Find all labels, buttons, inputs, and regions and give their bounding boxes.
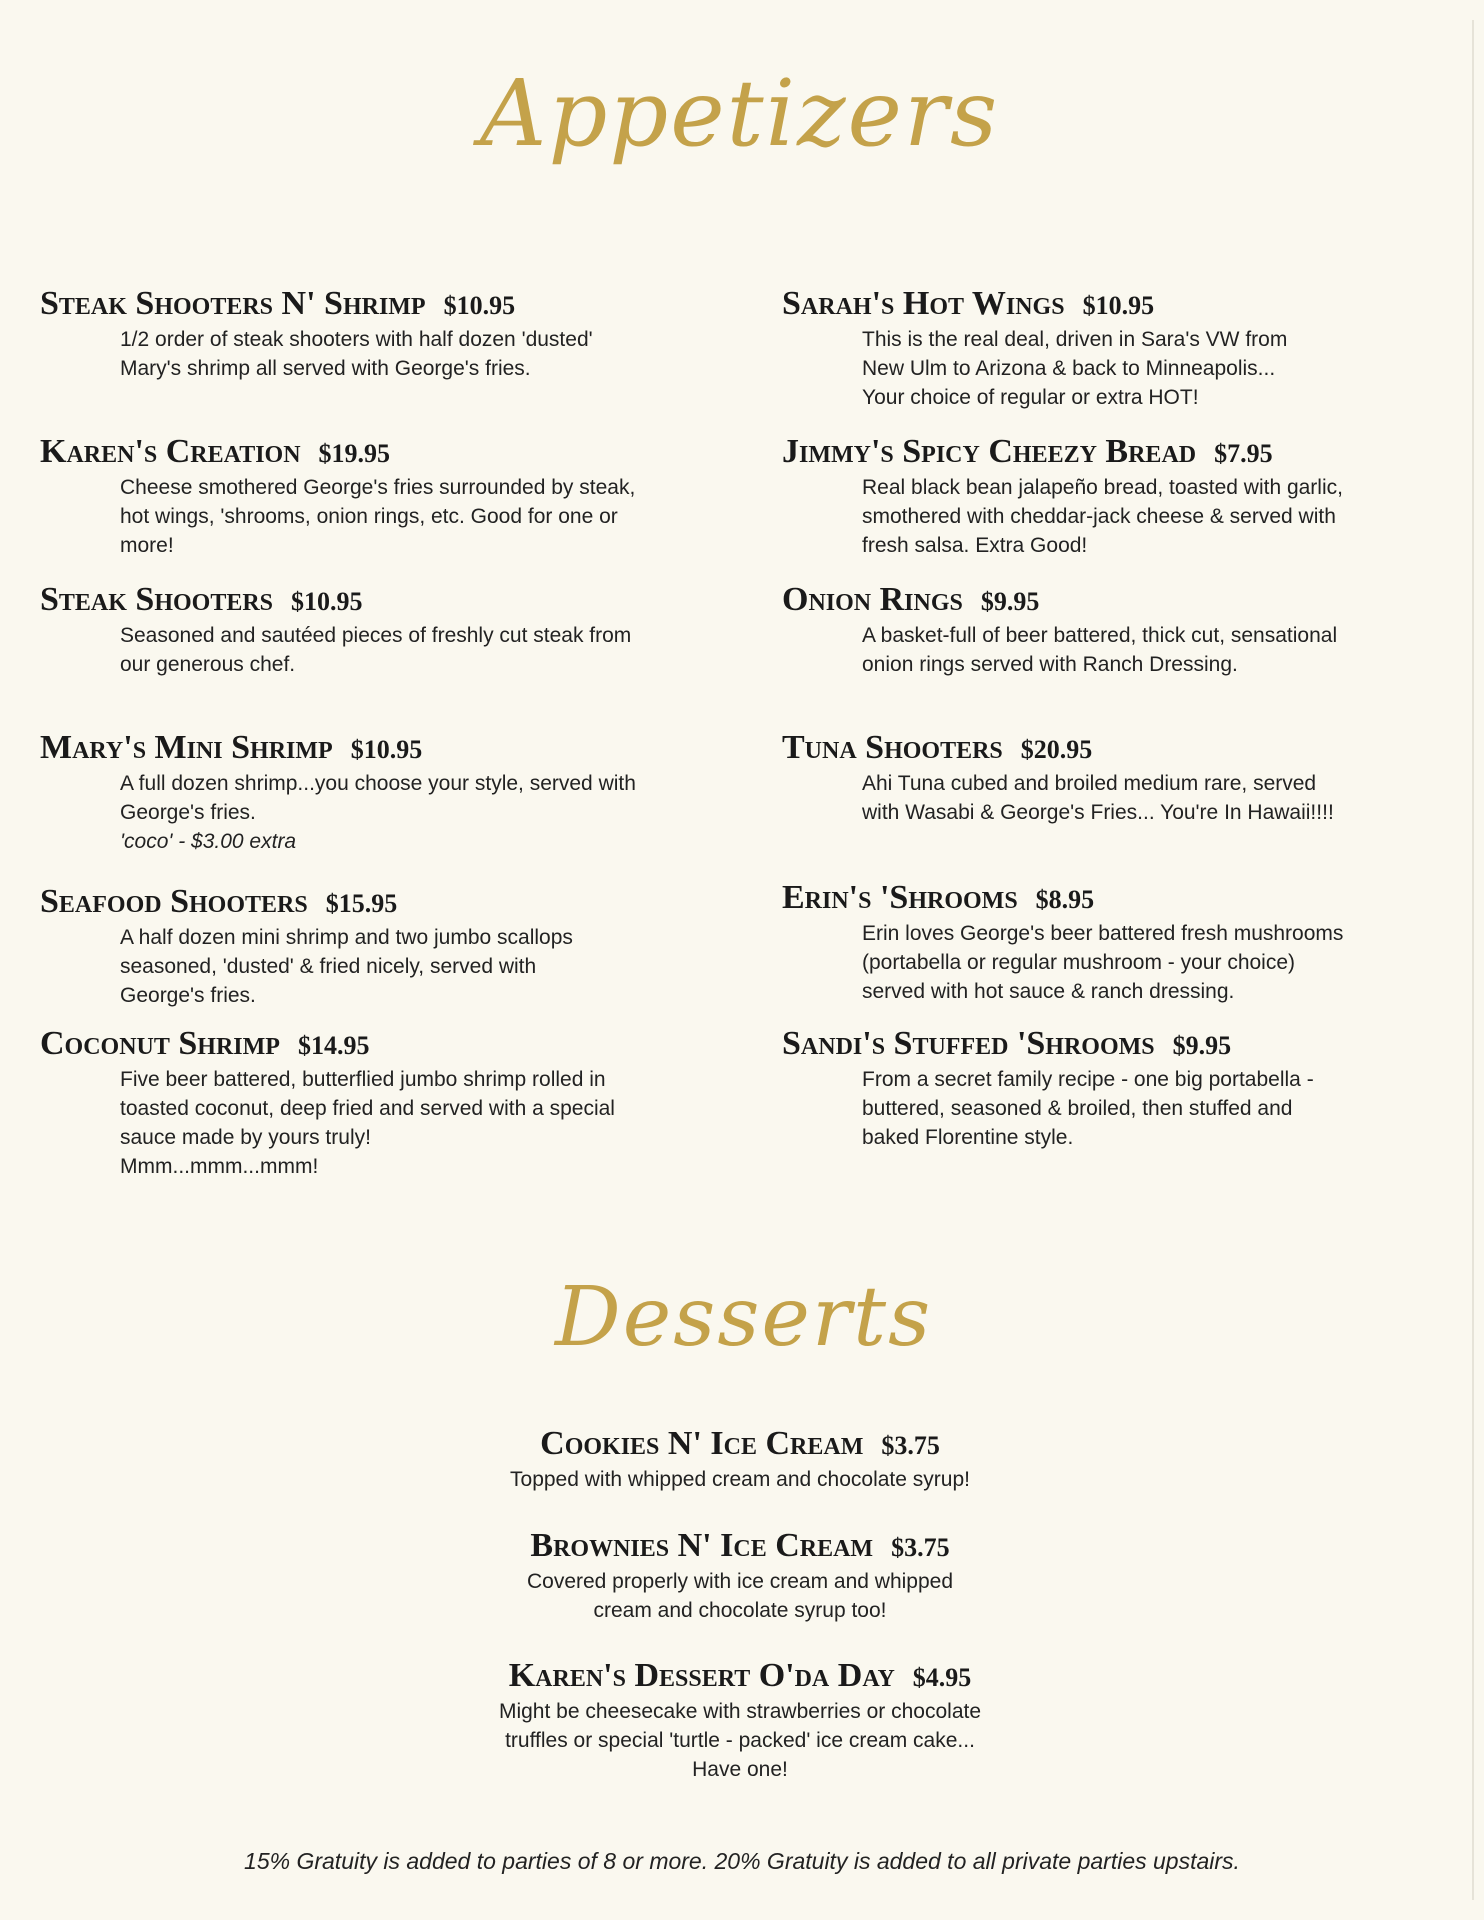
menu-item [40,1025,700,1181]
menu-item [40,581,700,679]
item-description: Cheese smothered George's fries surrounded by steak, hot wings, 'shrooms, onion rings, etc. Good for one or more! [120,476,636,557]
item-price: $3.75 [891,1533,950,1562]
item-price: $7.95 [1214,439,1273,468]
menu-item [40,883,700,1010]
item-price: $4.95 [912,1663,972,1692]
item-price: $14.95 [297,1031,370,1060]
item-name: Brownies N' Ice Cream [530,1527,874,1564]
item-name: Steak Shooters [40,581,274,618]
item-description: Erin loves George's beer battered fresh mushrooms (portabella or regular mushroom - your choice) served with hot sauce & ranch dressing. [862,922,1344,1003]
gratuity-note: 15% Gratuity is added to parties of 8 or more. 20% Gratuity is added to all private parties upstairs. [244,1848,1240,1874]
menu-item [782,433,1442,560]
item-description: Five beer battered, butterflied jumbo shrimp rolled in toasted coconut, deep fried and served with a special sauce made by yours truly! Mmm...mmm...mmm! [120,1068,615,1178]
item-description: A half dozen mini shrimp and two jumbo scallops seasoned, 'dusted' & fried nicely, served with George's fries. [120,926,573,1007]
item-description: Might be cheesecake with strawberries or chocolate truffles or special 'turtle - packed' ice cream cake... Have one! [498,1700,982,1781]
item-price: $10.95 [1082,291,1155,320]
item-name: Mary's Mini Shrimp [40,729,333,766]
menu-item [782,879,1442,1006]
item-name: Cookies N' Ice Cream [540,1425,864,1462]
item-price: $10.95 [443,291,516,320]
menu-item [782,285,1442,412]
dessert-item [300,1425,1180,1494]
menu-item [40,729,700,856]
item-name: Coconut Shrimp [40,1025,280,1062]
item-price: $10.95 [350,735,423,764]
menu-item [782,729,1442,827]
menu-item [40,433,700,560]
item-description: 1/2 order of steak shooters with half dozen 'dusted' Mary's shrimp all served with George's fries. [120,328,593,380]
menu-item [40,285,700,383]
item-price: $3.75 [881,1431,940,1460]
appetizers-heading: Appetizers [480,60,1000,167]
item-description: This is the real deal, driven in Sara's VW from New Ulm to Arizona & back to Minneapolis... Your choice of regular or extra HOT! [862,328,1288,409]
item-name: Sarah's Hot Wings [782,285,1065,322]
page-edge [1472,20,1474,1900]
menu-item [782,581,1442,679]
dessert-item [300,1657,1180,1784]
item-extra-note: 'coco' - $3.00 extra [120,830,297,853]
item-price: $15.95 [325,889,398,918]
item-description: A basket-full of beer battered, thick cut, sensational onion rings served with Ranch Dressing. [862,624,1338,676]
item-price: $19.95 [318,439,391,468]
item-price: $10.95 [291,587,363,616]
item-price: $8.95 [1035,885,1095,914]
item-description: Ahi Tuna cubed and broiled medium rare, served with Wasabi & George's Fries... You're In Hawaii!!!! [862,772,1334,824]
desserts-heading: Desserts [555,1270,933,1365]
item-name: Karen's Creation [40,433,301,470]
item-name: Onion Rings [782,581,963,618]
item-price: $20.95 [1020,735,1093,764]
item-name: Tuna Shooters [782,729,1003,766]
item-name: Sandi's Stuffed 'Shrooms [782,1025,1155,1062]
item-name: Steak Shooters N' Shrimp [40,285,426,322]
item-name: Karen's Dessert O'da Day [508,1657,895,1694]
item-description: A full dozen shrimp...you choose your style, served with George's fries. 'coco' - $3.00 extra [120,769,700,856]
item-name: Jimmy's Spicy Cheezy Bread [782,433,1197,470]
item-description: Real black bean jalapeño bread, toasted with garlic, smothered with cheddar-jack cheese & served with fresh salsa. Extra Good! [862,476,1343,557]
menu-item [782,1025,1442,1152]
item-description: From a secret family recipe - one big portabella - buttered, seasoned & broiled, then stuffed and baked Florentine style. [862,1068,1314,1149]
dessert-item [300,1527,1180,1625]
item-description: Covered properly with ice cream and whipped cream and chocolate syrup too! [526,1570,954,1622]
item-name: Seafood Shooters [40,883,308,920]
item-price: $9.95 [1172,1031,1232,1060]
item-price: $9.95 [980,587,1040,616]
item-description: Topped with whipped cream and chocolate syrup! [510,1468,970,1491]
item-description: Seasoned and sautéed pieces of freshly cut steak from our generous chef. [120,624,632,676]
item-name: Erin's 'Shrooms [782,879,1018,916]
